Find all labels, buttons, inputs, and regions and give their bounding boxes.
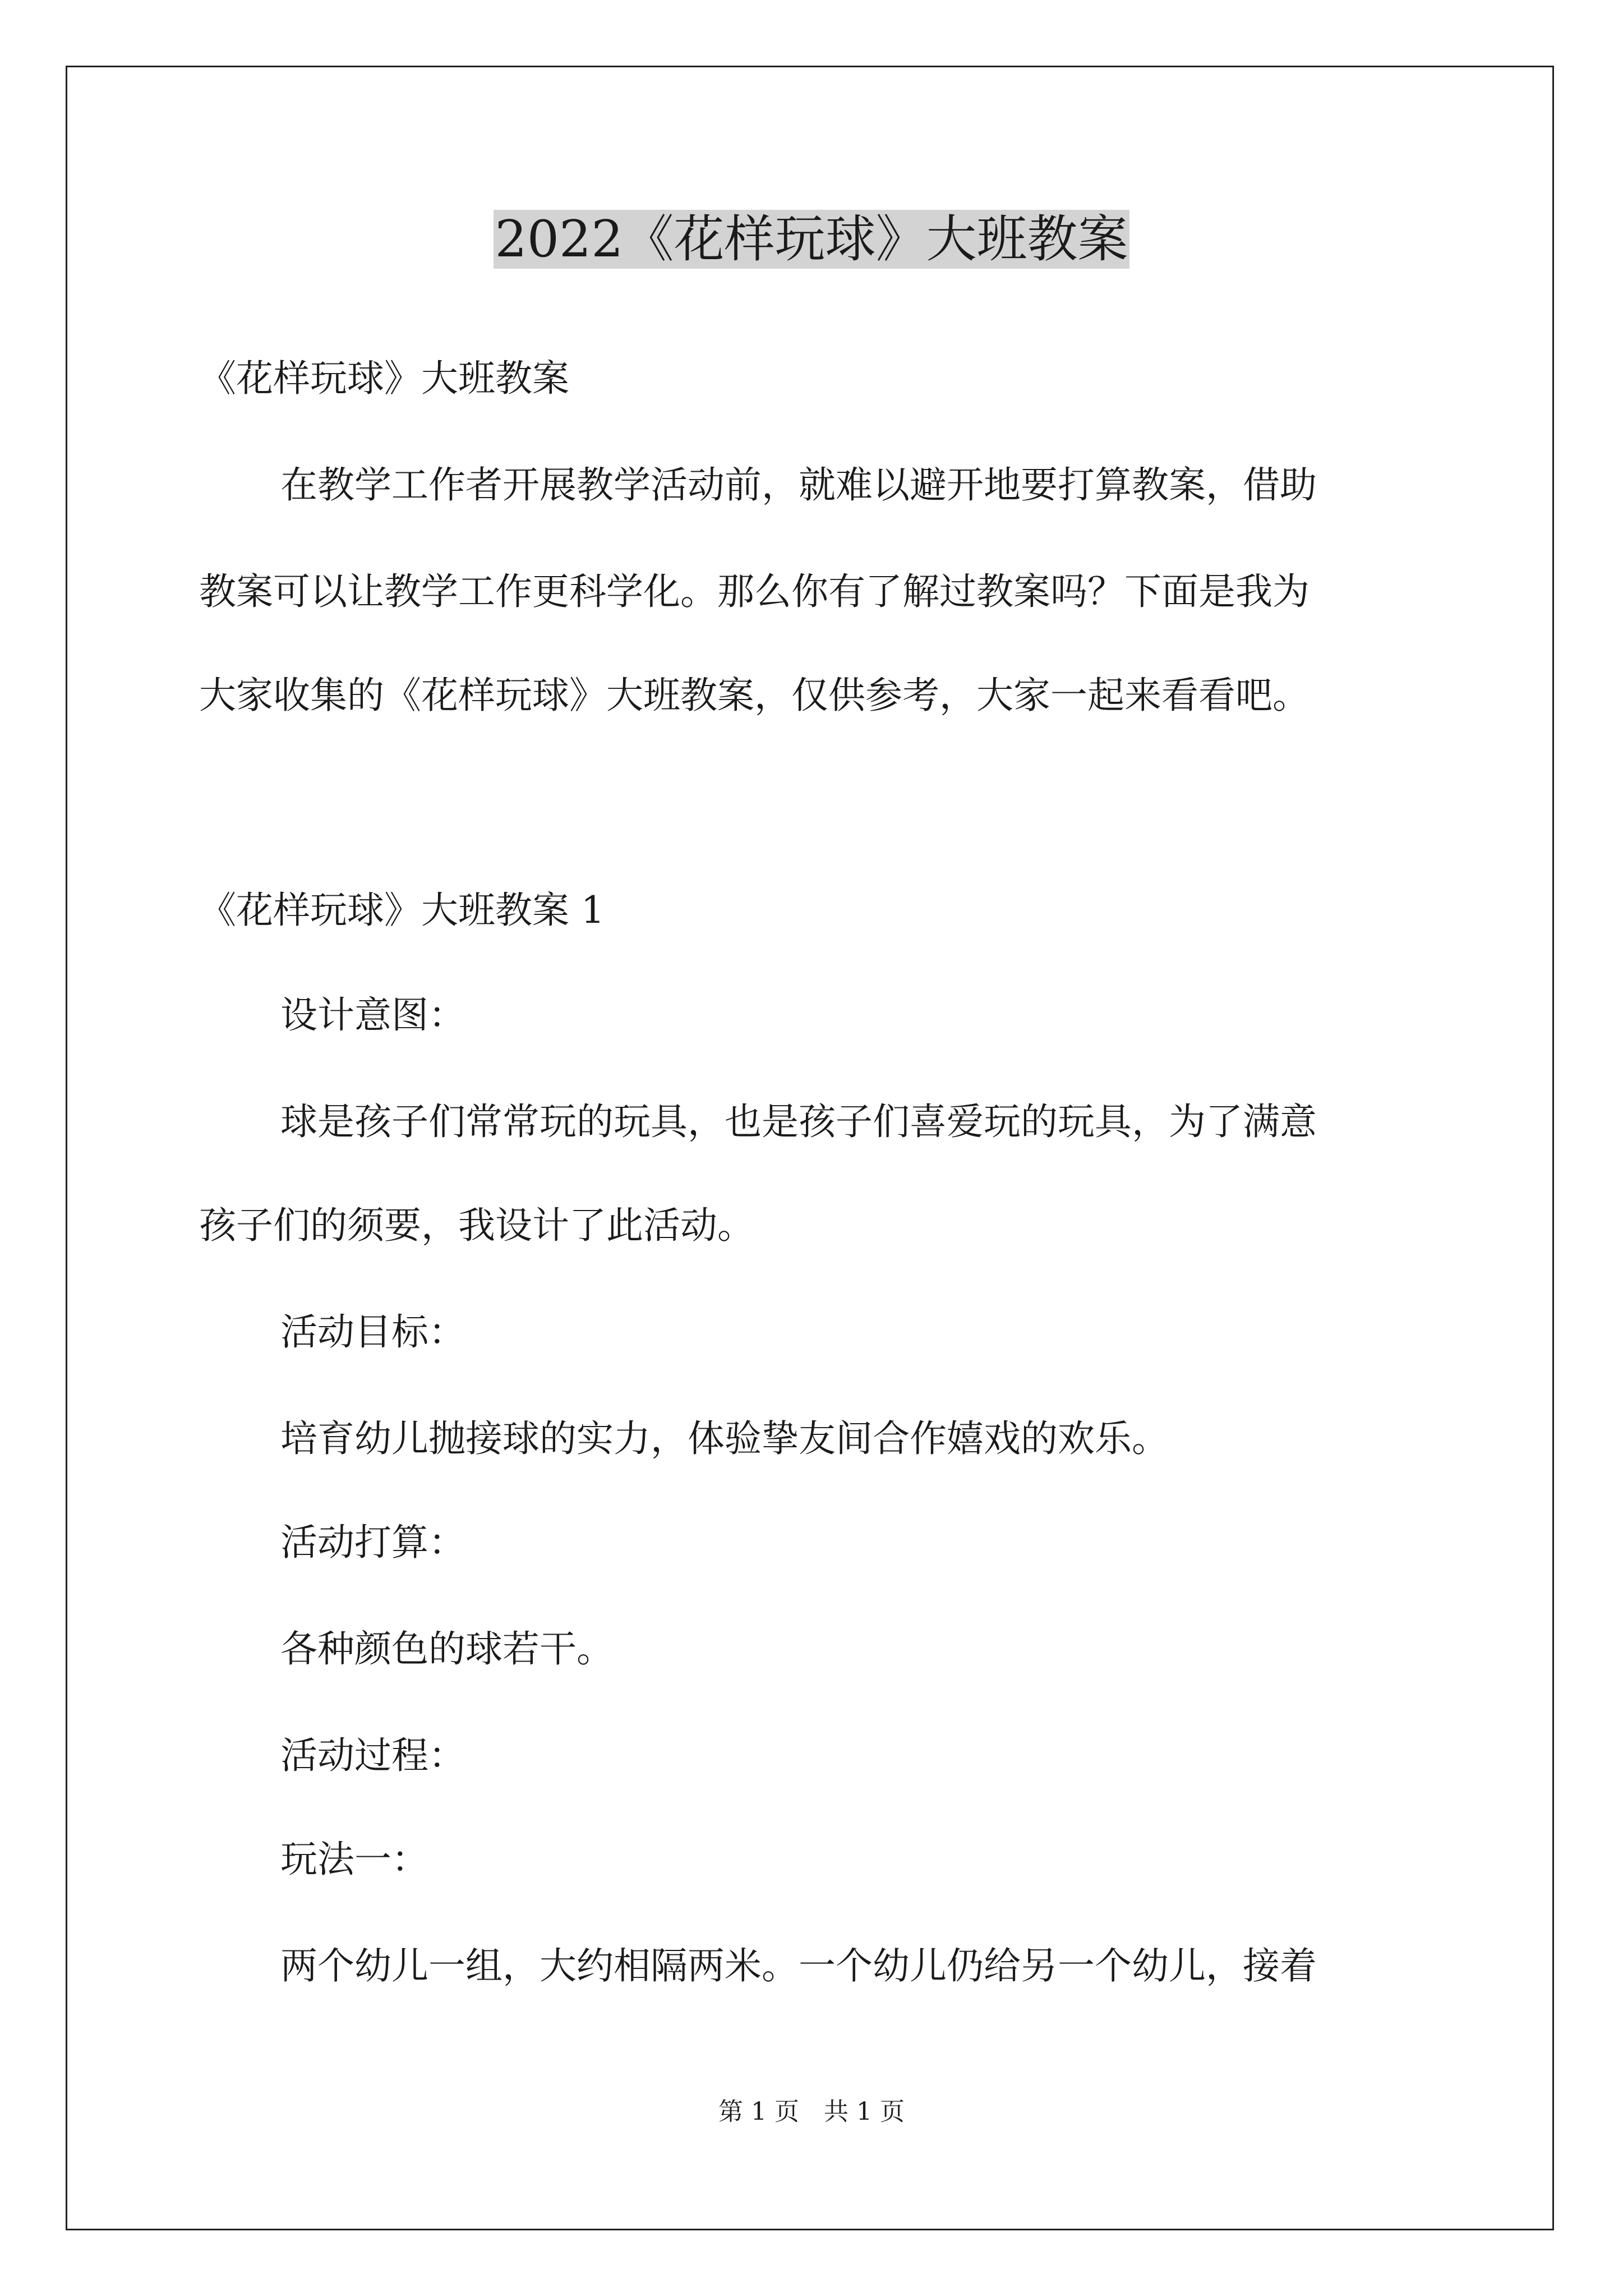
paragraph-line: 球是孩子们常常玩的玩具，也是孩子们喜爱玩的玩具，为了满意 — [280, 1100, 1317, 1143]
paragraph-line: 孩子们的须要，我设计了此活动。 — [199, 1204, 754, 1247]
paragraph-line: 设计意图： — [280, 993, 465, 1037]
paragraph-line: 各种颜色的球若干。 — [280, 1627, 614, 1671]
paragraph-line: 在教学工作者开展教学活动前，就难以避开地要打算教案，借助 — [280, 463, 1317, 507]
paragraph-line: 教案可以让教学工作更科学化。那么你有了解过教案吗？下面是我为 — [199, 570, 1310, 613]
paragraph-line: 培育幼儿抛接球的实力，体验挚友间合作嬉戏的欢乐。 — [280, 1417, 1169, 1460]
paragraph-line: 活动过程： — [280, 1734, 465, 1777]
document-title-text: 2022《花样玩球》大班教案 — [495, 210, 1128, 269]
section-heading: 《花样玩球》大班教案 1 — [199, 889, 605, 932]
document-title — [0, 203, 1623, 276]
paragraph-line: 活动目标： — [280, 1310, 465, 1354]
page-footer: 第 1 页 共 1 页 — [718, 2097, 905, 2126]
paragraph-line: 活动打算： — [280, 1521, 465, 1564]
paragraph-line: 大家收集的《花样玩球》大班教案，仅供参考，大家一起来看看吧。 — [199, 674, 1310, 717]
paragraph-line: 两个幼儿一组，大约相隔两米。一个幼儿仍给另一个幼儿，接着 — [280, 1944, 1317, 1987]
subtitle-line: 《花样玩球》大班教案 — [199, 357, 569, 400]
paragraph-line: 玩法一： — [280, 1838, 428, 1881]
